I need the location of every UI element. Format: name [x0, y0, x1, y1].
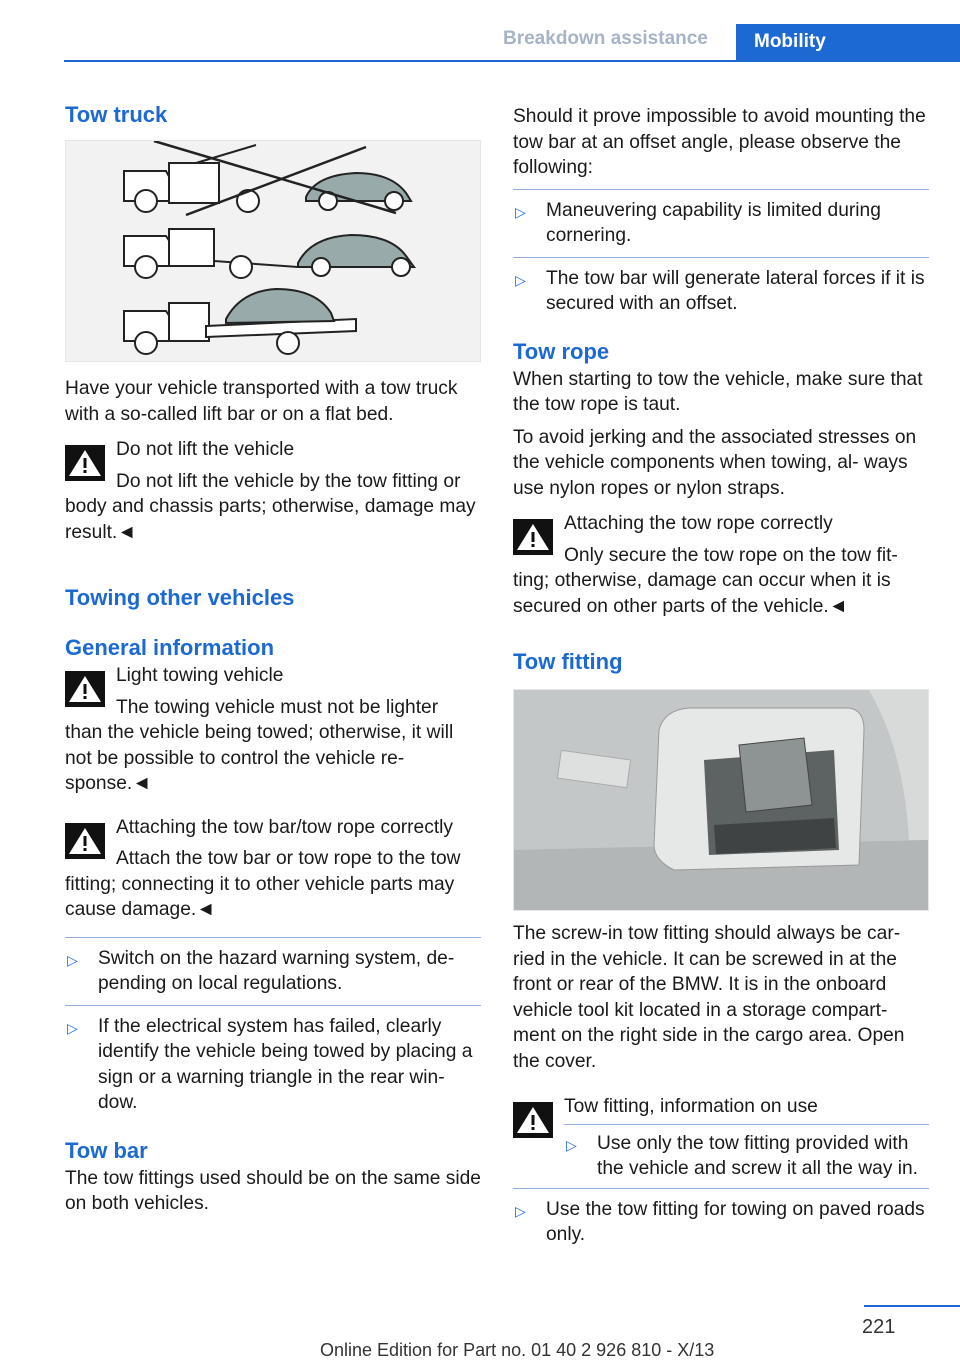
list-item: [65, 1005, 481, 1116]
tow-truck-text: Have your vehicle transported with a tow truck with a so-called lift bar or on a flat bed.: [65, 378, 458, 425]
list-item: [513, 257, 929, 317]
left-column: [65, 100, 481, 1217]
list-item: [564, 1124, 929, 1188]
header-tab-mobility: Mobility: [736, 24, 960, 62]
right-column: [513, 104, 929, 1248]
warning-title: Do not lift the vehicle: [116, 439, 295, 460]
towing-other-vehicles-heading: Towing other vehicles: [65, 585, 295, 610]
warning-text: fitting; connecting it to other vehicle parts may cause damage.◄: [65, 873, 455, 920]
warning-triangle-icon: [513, 1102, 553, 1138]
warning-triangle-icon: [65, 445, 105, 481]
warning-first-line: Attach the tow bar or tow rope to the tow: [116, 848, 461, 869]
warning-first-line: Only secure the tow rope on the tow fit‐: [564, 544, 898, 566]
triangle-bullet-icon: ▷: [515, 203, 526, 220]
list-item-text: The tow bar will generate lateral forces if it is secured with an offset.: [546, 267, 925, 314]
warning-attaching-tow-rope: [513, 511, 929, 619]
tow-fitting-text: The screw-in tow fitting should always be car‐ ried in the vehicle. It can be screwed in at the front or rear of the BMW. It is in the onboard vehicle tool kit located in a storage compart‐ ment on the right side in the cargo area. Open the cover.: [513, 923, 905, 1072]
tow-bar-heading: Tow bar: [65, 1137, 148, 1163]
warning-triangle-icon: [65, 671, 105, 707]
list-item-text: Use only the tow fitting provided with the vehicle and screw it all the way in.: [597, 1132, 919, 1179]
triangle-bullet-icon: ▷: [67, 951, 78, 968]
warning-triangle-icon: [513, 519, 553, 555]
warning-do-not-lift: [65, 437, 481, 545]
warning-title: Attaching the tow bar/tow rope correctly: [116, 816, 454, 838]
list-item-text: If the electrical system has failed, clearly identify the vehicle being towed by placing a sign or a warning triangle in the rear win‐ dow.: [98, 1015, 473, 1113]
warning-text: body and chassis parts; otherwise, damage may result.◄: [65, 496, 476, 543]
tow-truck-heading: Tow truck: [65, 102, 168, 127]
offset-intro-text: Should it prove impossible to avoid mounting the tow bar at an offset angle, please observe the following:: [513, 106, 926, 178]
warning-attaching-tow-bar: [65, 815, 481, 923]
list-item-text: Switch on the hazard warning system, de‐ pending on local regulations.: [98, 947, 455, 994]
towing-bullet-list: [65, 937, 481, 1116]
warning-title: Attaching the tow rope correctly: [564, 513, 833, 534]
triangle-bullet-icon: ▷: [566, 1136, 577, 1153]
list-item: [513, 1188, 929, 1248]
warning-triangle-icon: [65, 823, 105, 859]
warning-title: Light towing vehicle: [116, 665, 284, 686]
footer-rule: [864, 1305, 960, 1307]
tow-fitting-heading: Tow fitting: [513, 649, 623, 674]
tow-rope-text-1: When starting to tow the vehicle, make sure that the tow rope is taut.: [513, 368, 923, 415]
warning-first-line: The towing vehicle must not be lighter: [116, 696, 439, 718]
general-information-heading: General information: [65, 635, 275, 660]
warning-text: ting; otherwise, damage can occur when it is secured on other parts of the vehicle.◄: [513, 570, 891, 617]
tow-fitting-compartment-photo: [513, 689, 929, 911]
warning-bullet-list: [564, 1124, 929, 1188]
triangle-bullet-icon: ▷: [67, 1019, 78, 1036]
warning-first-line: Do not lift the vehicle by the tow fitting or: [116, 470, 461, 492]
tow-truck-illustration: [65, 140, 481, 362]
list-item: [513, 189, 929, 257]
warning-title: Tow fitting, information on use: [564, 1096, 818, 1117]
tow-bar-text: The tow fittings used should be on the same side on both vehicles.: [65, 1167, 481, 1214]
page-number: 221: [862, 1316, 896, 1338]
header-section: Breakdown assistance: [503, 28, 708, 49]
list-item-text: Maneuvering capability is limited during cornering.: [546, 199, 881, 246]
list-item-text: Use the tow fitting for towing on paved roads only.: [546, 1198, 925, 1245]
warning-text: than the vehicle being towed; otherwise, it will not be possible to control the vehicle re‐ sponse.◄: [65, 722, 454, 794]
tow-fitting-bullet-list: [513, 1188, 929, 1248]
triangle-bullet-icon: ▷: [515, 271, 526, 288]
warning-tow-fitting-use: [513, 1094, 929, 1188]
tow-rope-text-2: To avoid jerking and the associated stresses on the vehicle components when towing, al‐ ways use nylon ropes or nylon straps.: [513, 426, 917, 499]
triangle-bullet-icon: ▷: [515, 1202, 526, 1219]
list-item: [65, 937, 481, 1005]
footer-edition: Online Edition for Part no. 01 40 2 926 810 - X/13: [320, 1340, 715, 1360]
tow-rope-heading: Tow rope: [513, 338, 610, 364]
warning-light-towing-vehicle: [65, 663, 481, 797]
offset-bullet-list: [513, 189, 929, 317]
